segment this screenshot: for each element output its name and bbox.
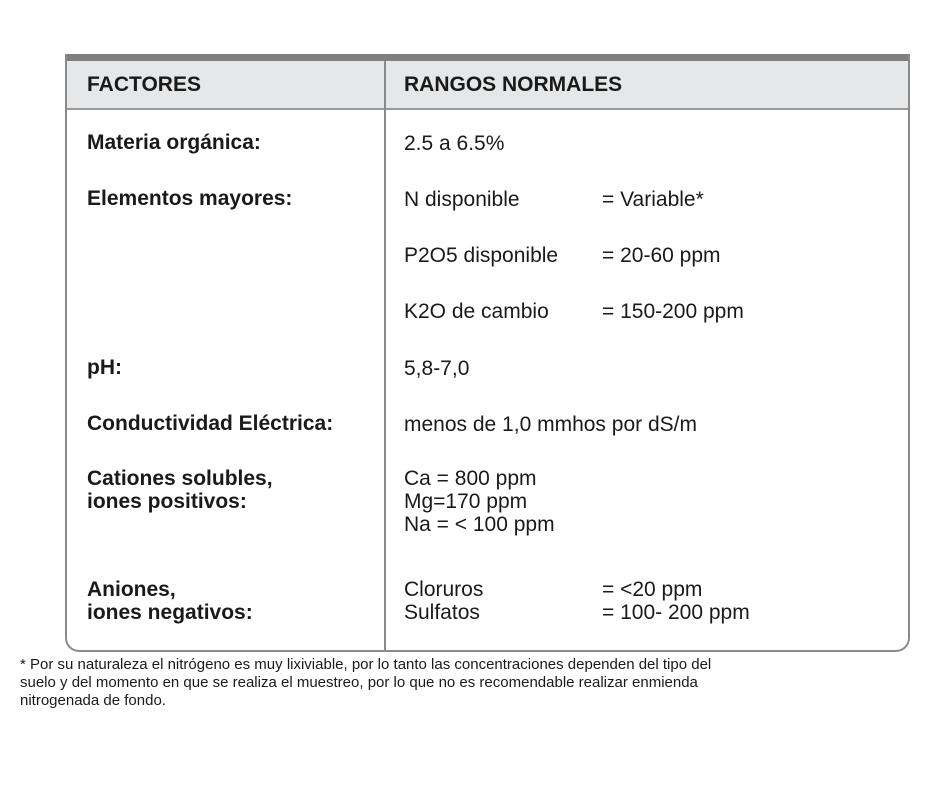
item-cloruros-name: Cloruros (404, 578, 484, 601)
column-divider (384, 61, 386, 652)
value-na: Na = < 100 ppm (404, 513, 555, 536)
item-sulfatos-name: Sulfatos (404, 601, 480, 624)
item-n-disponible-name: N disponible (404, 188, 520, 211)
label-aniones (87, 578, 253, 624)
label-ph: pH: (87, 356, 122, 379)
item-n-disponible-value: = Variable* (602, 188, 704, 211)
item-k2o-name: K2O de cambio (404, 300, 549, 323)
footnote-line1: * Por su naturaleza el nitrógeno es muy lixiviable, por lo tanto las concentraciones dependen del tipo del (20, 656, 712, 673)
value-ca: Ca = 800 ppm (404, 467, 537, 490)
footnote-line3: nitrogenada de fondo. (20, 692, 166, 709)
value-mg: Mg=170 ppm (404, 490, 528, 513)
item-cloruros-value: = <20 ppm (602, 578, 703, 601)
label-materia-organica: Materia orgánica: (87, 131, 261, 154)
label-cationes (87, 467, 273, 513)
footnote-line2: suelo y del momento en que se realiza el muestreo, por lo que no es recomendable realizar enmienda (20, 674, 698, 691)
header-factores: FACTORES (87, 73, 201, 96)
label-conductividad: Conductividad Eléctrica: (87, 412, 334, 435)
item-p2o5-name: P2O5 disponible (404, 244, 559, 267)
value-materia-organica: 2.5 a 6.5% (404, 132, 505, 155)
label-aniones-line1: Aniones, (87, 578, 176, 601)
label-cationes-line2: iones positivos: (87, 490, 247, 513)
item-sulfatos-value: = 100- 200 ppm (602, 601, 750, 624)
item-p2o5-value: = 20-60 ppm (602, 244, 721, 267)
footnote (20, 656, 920, 710)
item-k2o-value: = 150-200 ppm (602, 300, 744, 323)
label-cationes-line1: Cationes solubles, (87, 467, 273, 490)
soil-ranges-table (65, 54, 910, 652)
value-ph: 5,8-7,0 (404, 357, 470, 380)
value-conductividad: menos de 1,0 mmhos por dS/m (404, 413, 697, 436)
table-top-bar (67, 54, 908, 61)
values-cationes (404, 467, 555, 536)
label-aniones-line2: iones negativos: (87, 601, 253, 624)
header-rangos-normales: RANGOS NORMALES (404, 73, 623, 96)
label-elementos-mayores: Elementos mayores: (87, 187, 293, 210)
